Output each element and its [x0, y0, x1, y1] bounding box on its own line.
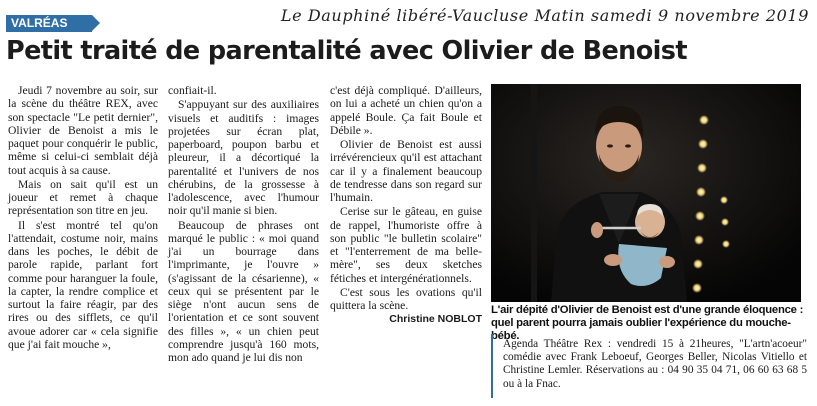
agenda-box [491, 334, 807, 398]
paragraph: Mais on sait qu'il est un joueur et remet à chaque représentation son titre en jeu. [8, 177, 158, 218]
paragraph: C'est sous les ovations qu'il quittera la scène. [330, 285, 482, 312]
article-column-1 [8, 84, 158, 352]
section-tag: VALRÉAS [6, 15, 92, 32]
agenda-text: Agenda Théâtre Rex : vendredi 15 à 21heures, "L'artn'acoeur" comédie avec Frank Leboeuf, Georges Beller, Nicolas Vitiello et Christine Lemler. Réservations au : 04 90 35 04 71, 06 60 63 68 5 ou à la Fnac. [503, 338, 807, 390]
article-column-2 [168, 84, 319, 365]
article-headline: Petit traité de parentalité avec Olivier de Benoist [6, 36, 687, 66]
paragraph: Olivier de Benoist est aussi irrévérencieux qu'il est attachant car il y a finalement beaucoup de tendresse dans son regard sur l'humain. [330, 138, 482, 204]
photo-caption: L'air dépité d'Olivier de Benoist est d'une grande éloquence : quel parent pourra jamais oublier l'expérience du mouche-bébé. [491, 304, 804, 342]
stage-photo-illustration [491, 84, 801, 302]
paragraph: Jeudi 7 novembre au soir, sur la scène du théâtre REX, avec son spectacle "Le petit dernier", Olivier de Benoist a mis le paquet pour conquérir le public, même si celui-ci semblait déjà tout acquis à sa cause. [8, 84, 158, 177]
paragraph: Beaucoup de phrases ont marqué le public : « moi quand j'ai un bourrage dans l'imprimante, je l'ouvre » (s'agissant de la césarienne), « ceux qui se présentent par le siège n'ont aucun sens de l'orientation et ce sont souvent des filles », « un chien peut comprendre jusqu'à 160 mots, mon ado quand je lui dis non [168, 218, 319, 364]
paragraph: confiait-il. [168, 84, 217, 97]
article-column-3 [330, 84, 482, 327]
paragraph: S'appuyant sur des auxiliaires visuels et auditifs : images projetées sur écran plat, paperboard, poupon barbu et pleureur, il a décortiqué la parentalité et l'univers de nos chérubins, de la grossesse à l'adolescence, avec l'humour noir qu'il manie si bien. [168, 98, 319, 218]
paragraph: Il s'est montré tel qu'on l'attendait, costume noir, mains dans les poches, le débit de parole rapide, parlant fort comme pour haranguer la foule, la capter, la rendre complice et surtout la faire réagir, par des rires ou des sifflets, ce qu'il avoue adorer car « cela signifie que j'ai fait mouche », [8, 218, 158, 351]
article-photo [491, 84, 801, 302]
paragraph: Cerise sur le gâteau, en guise de rappel, l'humoriste offre à son public "le bulletin scolaire" et "l'enterrement de ma belle-mère", ses deux sketches fétiches et intergénérationnels. [330, 205, 482, 285]
paragraph: c'est déjà compliqué. D'ailleurs, on lui a acheté un chien qu'on a appelé Boule. Ça fait Boule et Débile ». [330, 84, 482, 137]
author-signature: Christine NOBLOT [389, 313, 482, 326]
newspaper-source: Le Dauphiné libéré-Vaucluse Matin samedi 9 novembre 2019 [280, 6, 809, 25]
